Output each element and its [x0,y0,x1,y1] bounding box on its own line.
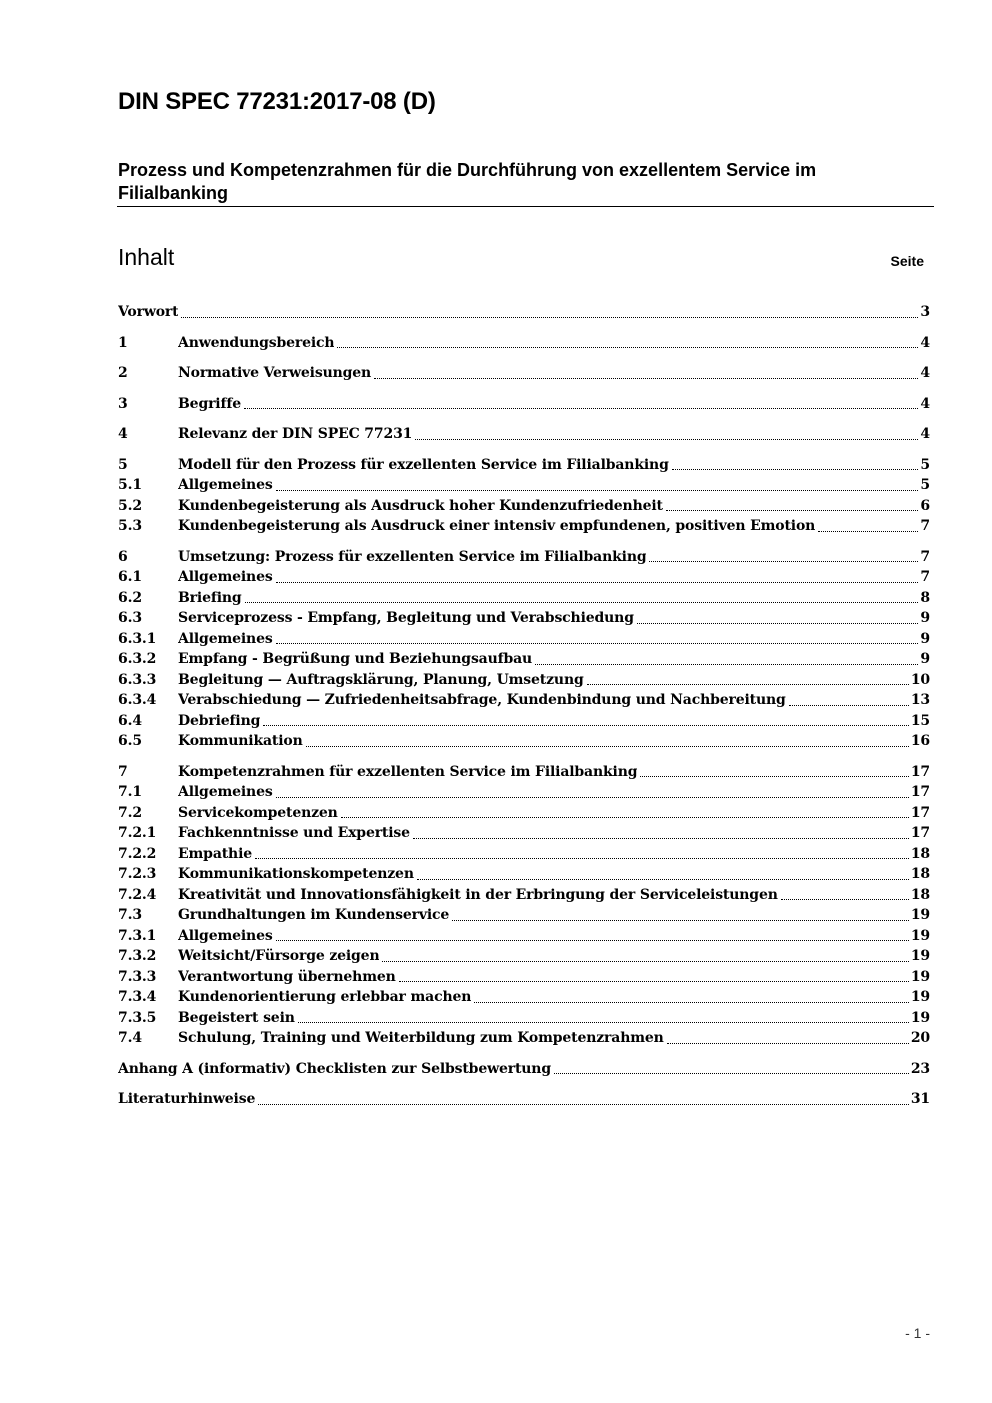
toc-entry[interactable] [118,844,930,865]
toc-entry-page: 4 [920,365,930,381]
toc-dot-leader [415,439,918,440]
toc-entry-title: Fachkenntnisse und Expertise [178,825,410,841]
toc-entry-number: 6.3.3 [118,671,157,688]
toc-entry-number: 7.2.3 [118,866,157,882]
toc-dot-leader [637,623,919,624]
toc-entry-page: 4 [920,426,930,442]
toc-dot-leader [789,705,909,706]
toc-dot-leader [587,684,909,685]
toc-entry[interactable] [118,885,930,906]
toc-entry[interactable] [118,496,930,517]
toc-entry-title: Anwendungsbereich [178,334,335,351]
toc-dot-leader [672,469,919,470]
toc-entry-page: 19 [910,948,930,964]
toc-entry-page: 9 [920,630,930,647]
toc-entry-page: 9 [920,610,930,626]
toc-entry-number: 5.2 [118,497,142,514]
toc-entry-number: 7.3.3 [118,968,157,985]
toc-entry-page: 7 [920,569,930,585]
toc-entry-number: 6.3 [118,610,142,626]
toc-entry-page: 10 [910,671,930,688]
toc-entry-number: 7.3.4 [118,989,157,1005]
toc-entry-page: 19 [910,968,930,985]
toc-entry-title: Debriefing [178,712,261,729]
toc-entry-title: Verantwortung übernehmen [178,968,396,985]
toc-entry-page: 18 [910,845,930,862]
toc-entry-title: Literaturhinweise [118,1091,256,1107]
toc-entry-page: 3 [920,304,930,320]
toc-entry[interactable] [118,1008,930,1029]
toc-entry-number: 7.2.4 [118,886,157,903]
page-number: - 1 - [905,1325,930,1341]
toc-entry-title: Servicekompetenzen [178,804,338,821]
toc-entry-page: 5 [920,456,930,473]
toc-entry-title: Weitsicht/Fürsorge zeigen [178,948,380,964]
toc-dot-leader [258,1104,909,1105]
toc-entry-page: 7 [920,548,930,565]
toc-entry[interactable] [118,987,930,1008]
toc-dot-leader [276,643,919,644]
toc-entry[interactable] [118,946,930,967]
toc-entry-page: 31 [910,1091,930,1107]
toc-entry-number: 6.5 [118,733,142,749]
toc-entry[interactable] [118,333,930,354]
toc-entry-title: Empathie [178,845,253,862]
toc-entry-title: Allgemeines [178,927,273,944]
title-divider [117,206,934,207]
toc-entry-title: Kommunikationskompetenzen [178,866,414,882]
toc-dot-leader [276,490,919,491]
toc-entry-page: 17 [910,763,930,780]
toc-dot-leader [781,899,909,900]
toc-entry-title: Allgemeines [178,477,273,493]
toc-entry-title: Kundenbegeisterung als Ausdruck hoher Kundenzufriedenheit [178,497,663,514]
toc-entry[interactable] [118,302,930,323]
toc-dot-leader [276,940,909,941]
toc-dot-leader [649,561,918,562]
toc-dot-leader [306,746,909,747]
toc-dot-leader [181,317,918,318]
toc-dot-leader [255,858,909,859]
toc-entry-title: Umsetzung: Prozess für exzellenten Service im Filialbanking [178,548,647,565]
toc-dot-leader [263,725,909,726]
toc-entry-page: 7 [920,518,930,534]
toc-dot-leader [276,797,909,798]
toc-entry[interactable] [118,690,930,711]
toc-entry-number: 7.2 [118,804,142,821]
toc-entry-title: Verabschiedung — Zufriedenheitsabfrage, Kundenbindung und Nachbereitung [178,692,786,708]
toc-entry[interactable] [118,782,930,803]
toc-entry-page: 17 [910,825,930,841]
toc-entry-number: 6.3.1 [118,630,157,647]
toc-entry-number: 7 [118,763,128,780]
toc-entry-title: Allgemeines [178,569,273,585]
table-of-contents [118,302,930,1110]
toc-dot-leader [399,981,909,982]
toc-entry-page: 18 [910,886,930,903]
toc-dot-leader [298,1022,909,1023]
toc-entry-title: Allgemeines [178,630,273,647]
toc-dot-leader [245,602,919,603]
toc-entry-page: 17 [910,804,930,821]
toc-entry[interactable] [118,1028,930,1049]
toc-entry-page: 23 [910,1060,930,1077]
toc-entry[interactable] [118,649,930,670]
toc-entry[interactable] [118,731,930,752]
toc-dot-leader [413,838,909,839]
toc-entry[interactable] [118,762,930,783]
toc-entry-page: 5 [920,477,930,493]
toc-entry-title: Begeistert sein [178,1009,295,1026]
toc-entry-title: Kommunikation [178,733,303,749]
toc-entry-page: 13 [910,692,930,708]
toc-entry[interactable] [118,588,930,609]
toc-entry-number: 7.2.1 [118,825,157,841]
toc-entry-number: 6 [118,548,128,565]
toc-entry[interactable] [118,1089,930,1110]
toc-dot-leader [417,879,909,880]
toc-entry-number: 7.3 [118,907,142,923]
toc-entry-number: 2 [118,365,128,381]
toc-entry-number: 5.3 [118,518,142,534]
toc-entry-title: Serviceprozess - Empfang, Begleitung und Verabschiedung [178,610,634,626]
toc-entry-page: 19 [910,927,930,944]
toc-entry-title: Normative Verweisungen [178,365,372,381]
toc-entry-title: Kompetenzrahmen für exzellenten Service im Filialbanking [178,763,638,780]
toc-entry[interactable] [118,967,930,988]
toc-entry-number: 6.3.4 [118,692,157,708]
toc-entry-number: 3 [118,395,128,412]
toc-entry[interactable] [118,629,930,650]
toc-entry[interactable] [118,516,930,537]
toc-dot-leader [382,961,908,962]
toc-entry-page: 18 [910,866,930,882]
toc-entry[interactable] [118,608,930,629]
toc-entry-number: 7.3.1 [118,927,157,944]
toc-dot-leader [666,510,919,511]
toc-entry-title: Modell für den Prozess für exzellenten Service im Filialbanking [178,456,669,473]
toc-entry[interactable] [118,475,930,496]
toc-entry[interactable] [118,926,930,947]
toc-entry-number: 7.4 [118,1030,142,1046]
toc-entry-title: Grundhaltungen im Kundenservice [178,907,450,923]
toc-entry-page: 4 [920,395,930,412]
toc-dot-leader [452,920,909,921]
toc-entry[interactable] [118,394,930,415]
toc-entry-title: Kundenorientierung erlebbar machen [178,989,472,1005]
toc-entry-number: 1 [118,334,128,351]
toc-entry-number: 5 [118,456,128,473]
toc-entry-title: Kreativität und Innovationsfähigkeit in der Erbringung der Serviceleistungen [178,886,778,903]
toc-entry-title: Anhang A (informativ) Checklisten zur Selbstbewertung [118,1060,551,1077]
toc-entry-title: Begriffe [178,395,241,412]
toc-entry[interactable] [118,823,930,844]
toc-entry-number: 7.1 [118,784,142,800]
toc-entry[interactable] [118,455,930,476]
toc-entry-number: 7.3.2 [118,948,157,964]
toc-dot-leader [667,1043,909,1044]
toc-dot-leader [374,378,918,379]
toc-entry-page: 19 [910,907,930,923]
toc-entry-page: 19 [910,1009,930,1026]
toc-entry[interactable] [118,864,930,885]
toc-entry-number: 6.4 [118,712,142,729]
toc-entry[interactable] [118,1059,930,1080]
toc-entry[interactable] [118,424,930,445]
toc-dot-leader [341,817,909,818]
toc-dot-leader [276,582,919,583]
toc-entry-number: 6.3.2 [118,651,157,667]
toc-entry-title: Begleitung — Auftragsklärung, Planung, Umsetzung [178,671,584,688]
toc-entry-page: 19 [910,989,930,1005]
toc-entry[interactable] [118,803,930,824]
toc-entry-number: 6.2 [118,589,142,606]
toc-entry-title: Briefing [178,589,242,606]
toc-entry-number: 7.3.5 [118,1009,157,1026]
toc-entry-number: 5.1 [118,477,142,493]
toc-entry[interactable] [118,711,930,732]
toc-entry-page: 6 [920,497,930,514]
toc-entry[interactable] [118,547,930,568]
page-column-label: Seite [890,253,924,269]
toc-dot-leader [640,776,908,777]
toc-entry-number: 4 [118,426,128,442]
toc-heading: Inhalt [118,244,175,270]
toc-entry-title: Allgemeines [178,784,273,800]
toc-dot-leader [337,347,918,348]
toc-entry-page: 4 [920,334,930,351]
toc-entry-title: Kundenbegeisterung als Ausdruck einer intensiv empfundenen, positiven Emotion [178,518,816,534]
toc-entry-page: 9 [920,651,930,667]
toc-dot-leader [535,664,918,665]
toc-entry-page: 8 [920,589,930,606]
toc-dot-leader [818,531,918,532]
toc-entry[interactable] [118,567,930,588]
toc-entry[interactable] [118,363,930,384]
toc-entry-title: Empfang - Begrüßung und Beziehungsaufbau [178,651,533,667]
toc-entry-title: Relevanz der DIN SPEC 77231 [178,426,413,442]
toc-entry-page: 20 [910,1030,930,1046]
toc-dot-leader [554,1073,909,1074]
toc-dot-leader [474,1002,909,1003]
toc-entry-title: Schulung, Training und Weiterbildung zum Kompetenzrahmen [178,1030,664,1046]
toc-entry[interactable] [118,670,930,691]
document-title: DIN SPEC 77231:2017-08 (D) [118,88,436,115]
toc-entry-page: 15 [910,712,930,729]
toc-entry-title: Vorwort [118,304,179,320]
toc-entry-number: 7.2.2 [118,845,157,862]
toc-entry-number: 6.1 [118,569,142,585]
toc-entry[interactable] [118,905,930,926]
toc-entry-page: 17 [910,784,930,800]
toc-entry-page: 16 [910,733,930,749]
document-subtitle: Prozess und Kompetenzrahmen für die Durchführung von exzellentem Service im Filialbanking [118,160,817,203]
toc-dot-leader [244,408,918,409]
